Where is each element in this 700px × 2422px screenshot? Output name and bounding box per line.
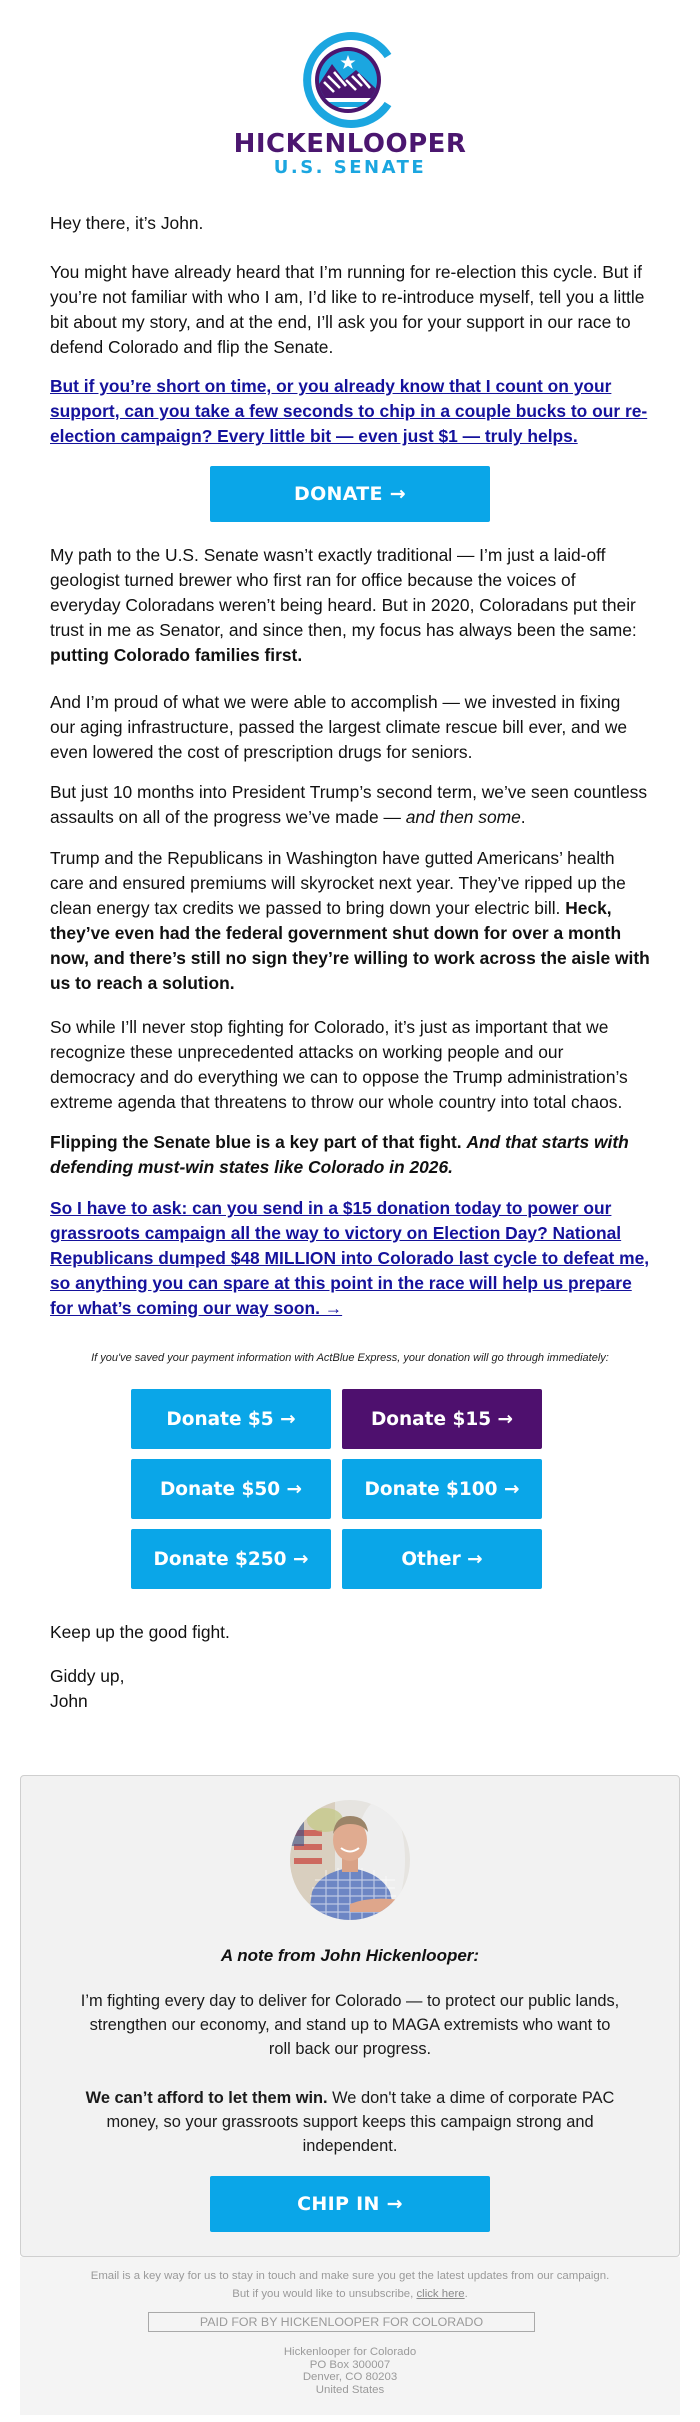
signature: John bbox=[50, 1691, 88, 1711]
intro-paragraph: You might have already heard that I’m running for re-election this cycle. But if you’re not familiar with who I am, I’d like to re-introduce myself, tell you a little bit about my story, and at the end, I’ll ask you for your support in our race to defend Colorado and flip the Senate. bbox=[50, 262, 645, 357]
donate-other-button[interactable]: Other → bbox=[342, 1529, 542, 1589]
note-card-paragraph-2 bbox=[80, 2086, 620, 2158]
unsubscribe-prefix: But if you would like to unsubscribe, bbox=[232, 2288, 417, 2300]
footer-unsubscribe-line bbox=[20, 2288, 680, 2300]
mailing-address bbox=[20, 2346, 680, 2396]
donate-5-button[interactable]: Donate $5 → bbox=[131, 1389, 331, 1449]
john-hickenlooper-photo-icon bbox=[290, 1800, 410, 1920]
trump-term-paragraph bbox=[50, 780, 650, 830]
accomplishments-paragraph: And I’m proud of what we were able to accomplish — we invested in fixing our aging infrastructure, passed the largest climate rescue bill ever, and we even lowered the cost of prescription drugs for seniors. bbox=[50, 692, 628, 762]
unsubscribe-suffix: . bbox=[464, 2288, 468, 2300]
campaign-logo bbox=[0, 0, 700, 200]
donate-15-button[interactable]: Donate $15 → bbox=[342, 1389, 542, 1449]
note-card-paragraph-1: I’m fighting every day to deliver for Colorado — to protect our public lands, strengthen our economy, and stand up to MAGA extremists who want to roll back our progress. bbox=[80, 1992, 620, 2058]
gutted-bold-text: Heck, they’ve even had the federal government shut down for over a month now, and there’s still no sign they’re willing to work across the aisle with us to reach a solution. bbox=[50, 898, 650, 993]
path-bold-text: putting Colorado families first. bbox=[50, 645, 303, 665]
trump-end: . bbox=[520, 807, 526, 827]
address-line-country: United States bbox=[315, 2383, 385, 2396]
actblue-express-note: If you've saved your payment information with ActBlue Express, your donation will go through immediately: bbox=[91, 1352, 609, 1364]
trump-text: But just 10 months into President Trump’s second term, we’ve seen countless assaults on all of the progress we’ve made — bbox=[50, 782, 648, 827]
greeting: Hey there, it’s John. bbox=[50, 213, 204, 233]
address-line-org: Hickenlooper for Colorado bbox=[283, 2346, 417, 2358]
footer-email-note: Email is a key way for us to stay in touch and make sure you get the latest updates from our campaign. bbox=[90, 2270, 610, 2282]
note-card-heading: A note from John Hickenlooper: bbox=[220, 1946, 480, 1965]
gutted-text: Trump and the Republicans in Washington have gutted Americans’ health care and ensured premiums will skyrocket next year. They’ve ripped up the clean energy tax credits we passed to bring down your electric bill. bbox=[50, 848, 626, 918]
footer bbox=[20, 2257, 680, 2415]
chip-in-button[interactable]: CHIP IN → bbox=[210, 2176, 490, 2232]
address-line-pobox: PO Box 300007 bbox=[309, 2358, 391, 2371]
donate-button[interactable]: DONATE → bbox=[210, 466, 490, 522]
note-card-bold-text: We can’t afford to let them win. bbox=[85, 2089, 328, 2107]
colorado-c-mountain-icon bbox=[300, 30, 400, 130]
logo-title: HICKENLOOPER bbox=[233, 129, 467, 159]
unsubscribe-link[interactable]: click here bbox=[416, 2288, 465, 2300]
closing-line: Keep up the good fight. bbox=[50, 1622, 230, 1642]
donate-ask-link-2[interactable]: So I have to ask: can you send in a $15 donation today to power our grassroots campaign all the way to victory on Election Day? National Republicans dumped $48 MILLION into Colorado last cycle to defeat me, so anything you can spare at this point in the race will help us prepare for what’s coming our way soon. → bbox=[50, 1198, 650, 1318]
paid-for-disclaimer: PAID FOR BY HICKENLOOPER FOR COLORADO bbox=[148, 2312, 535, 2332]
donate-250-button[interactable]: Donate $250 → bbox=[131, 1529, 331, 1589]
address-line-city: Denver, CO 80203 bbox=[302, 2371, 398, 2383]
path-paragraph bbox=[50, 543, 650, 668]
logo-subtitle: U.S. SENATE bbox=[273, 157, 427, 178]
note-card-text: We don't take a dime of corporate PAC money, so your grassroots support keeps this campaign strong and independent. bbox=[106, 2089, 615, 2155]
path-text: My path to the U.S. Senate wasn’t exactly traditional — I’m just a laid-off geologist turned brewer who first ran for office because the voices of everyday Coloradans weren’t being heard. But in 2020, Coloradans put their trust in me as Senator, and since then, my focus has always been the same: bbox=[50, 545, 637, 640]
fighting-paragraph: So while I’ll never stop fighting for Colorado, it’s just as important that we recognize these unprecedented attacks on working people and our democracy and do everything we can to oppose the Trump administration’s extreme agenda that threatens to throw our whole country into total chaos. bbox=[50, 1017, 628, 1112]
flip-bold-italic-text: And that starts with defending must-win states like Colorado in 2026. bbox=[50, 1132, 629, 1177]
donate-100-button[interactable]: Donate $100 → bbox=[342, 1459, 542, 1519]
gutted-paragraph bbox=[50, 846, 650, 996]
avatar bbox=[290, 1800, 410, 1920]
donate-ask-link-1[interactable]: But if you’re short on time, or you already know that I count on your support, can you take a few seconds to chip in a couple bucks to our re-election campaign? Every little bit — even just $1 — truly helps. bbox=[50, 376, 648, 446]
flip-bold-text: Flipping the Senate blue is a key part of that fight. bbox=[50, 1132, 467, 1152]
flip-senate-paragraph bbox=[50, 1130, 650, 1180]
trump-italic-text: and then some bbox=[405, 807, 521, 827]
signoff: Giddy up, bbox=[50, 1666, 125, 1686]
donate-50-button[interactable]: Donate $50 → bbox=[131, 1459, 331, 1519]
